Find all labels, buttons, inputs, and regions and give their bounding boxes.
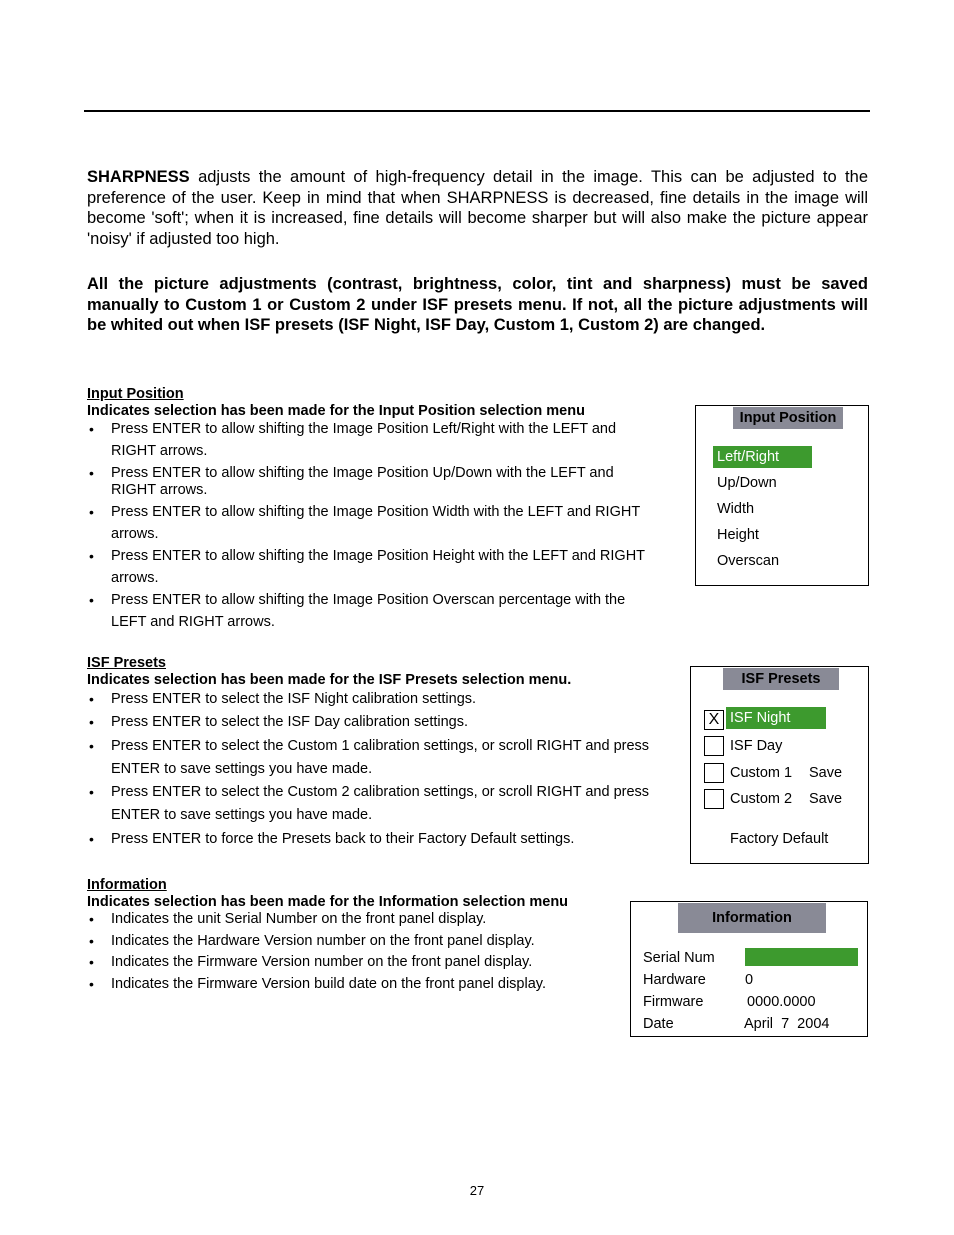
isf-presets-menu-header: ISF Presets [723, 668, 839, 690]
menu-item-up-down[interactable]: Up/Down [717, 475, 777, 491]
isf-presets-subtitle: Indicates selection has been made for the ISF Presets selection menu. [87, 672, 572, 688]
list-item: • Press ENTER to select the Custom 2 calibration settings, or scroll RIGHT and press ENTER to save settings you have made. [87, 781, 657, 828]
information-title: Information [87, 877, 167, 893]
serial-num-value-bar [745, 948, 858, 966]
list-item: • Press ENTER to allow shifting the Image Position Height with the LEFT and RIGHT arrows. [87, 545, 647, 589]
menu-item-overscan[interactable]: Overscan [717, 553, 780, 569]
custom-2-checkbox[interactable] [704, 789, 724, 809]
input-position-bullets [87, 418, 647, 633]
input-position-menu [695, 405, 869, 586]
firmware-value: 0000.0000 [747, 994, 816, 1010]
sharpness-text: adjusts the amount of high-frequency detail in the image. This can be adjusted to the preference of the user. Keep in mind that when SHARPNESS is decreased, fine details in the image will become 'soft'; when it is increased, fine details will become sharper but will also make the picture appear 'noisy' if adjusted too high. [87, 168, 868, 248]
input-position-subtitle: Indicates selection has been made for the Input Position selection menu [87, 403, 585, 419]
menu-item-custom-1[interactable]: Custom 1 [730, 765, 793, 781]
list-item: • Press ENTER to allow shifting the Image Position Left/Right with the LEFT and RIGHT arrows. [87, 418, 647, 462]
information-subtitle: Indicates selection has been made for the Information selection menu [87, 894, 569, 910]
menu-item-height[interactable]: Height [717, 527, 759, 543]
list-item: • Indicates the unit Serial Number on the front panel display. [87, 909, 607, 931]
list-item: • Indicates the Firmware Version number on the front panel display. [87, 952, 607, 974]
information-bullets [87, 909, 607, 996]
list-item: • Indicates the Firmware Version build date on the front panel display. [87, 974, 607, 996]
list-item: • Press ENTER to allow shifting the Image Position Width with the LEFT and RIGHT arrows. [87, 501, 647, 545]
sharpness-paragraph [87, 167, 868, 249]
isf-night-checkbox[interactable]: X [704, 710, 724, 730]
date-value: April 7 2004 [744, 1016, 830, 1032]
isf-presets-title: ISF Presets [87, 655, 166, 671]
firmware-label: Firmware [643, 994, 704, 1010]
menu-item-left-right[interactable]: Left/Right [713, 446, 812, 468]
save-warning: All the picture adjustments (contrast, brightness, color, tint and sharpness) must be saved manually to Custom 1 or Custom 2 under ISF presets menu. If not, all the picture adjustments will be whited out when ISF presets (ISF Night, ISF Day, Custom 1, Custom 2) are changed. [87, 275, 868, 334]
page-number: 27 [469, 1183, 485, 1198]
menu-item-factory-default[interactable]: Factory Default [730, 831, 829, 847]
custom-1-save[interactable]: Save [809, 765, 843, 781]
input-position-title: Input Position [87, 386, 184, 402]
isf-presets-menu [690, 666, 869, 864]
list-item: • Press ENTER to allow shifting the Image Position Overscan percentage with the LEFT and RIGHT arrows. [87, 589, 647, 633]
list-item: • Press ENTER to force the Presets back to their Factory Default settings. [87, 828, 657, 851]
list-item: • Press ENTER to allow shifting the Image Position Up/Down with the LEFT and RIGHT arrows. [87, 465, 647, 499]
input-position-menu-header: Input Position [733, 407, 843, 429]
list-item: • Press ENTER to select the Custom 1 calibration settings, or scroll RIGHT and press ENTER to save settings you have made. [87, 735, 657, 782]
custom-2-save[interactable]: Save [809, 791, 843, 807]
menu-item-custom-2[interactable]: Custom 2 [730, 791, 793, 807]
date-label: Date [643, 1016, 674, 1032]
header-rule [84, 110, 870, 112]
hardware-value: 0 [745, 972, 754, 988]
custom-1-checkbox[interactable] [704, 763, 724, 783]
list-item: • Indicates the Hardware Version number on the front panel display. [87, 931, 607, 953]
information-menu-header: Information [678, 903, 826, 933]
list-item: • Press ENTER to select the ISF Night calibration settings. [87, 688, 657, 711]
hardware-label: Hardware [643, 972, 706, 988]
isf-day-checkbox[interactable] [704, 736, 724, 756]
serial-num-label: Serial Num [643, 950, 715, 966]
list-item: • Press ENTER to select the ISF Day calibration settings. [87, 711, 657, 734]
menu-item-isf-day[interactable]: ISF Day [730, 738, 783, 754]
sharpness-term: SHARPNESS [87, 168, 190, 186]
menu-item-width[interactable]: Width [717, 501, 755, 517]
menu-item-isf-night[interactable]: ISF Night [726, 707, 826, 729]
information-menu [630, 901, 868, 1037]
isf-presets-bullets [87, 688, 657, 851]
